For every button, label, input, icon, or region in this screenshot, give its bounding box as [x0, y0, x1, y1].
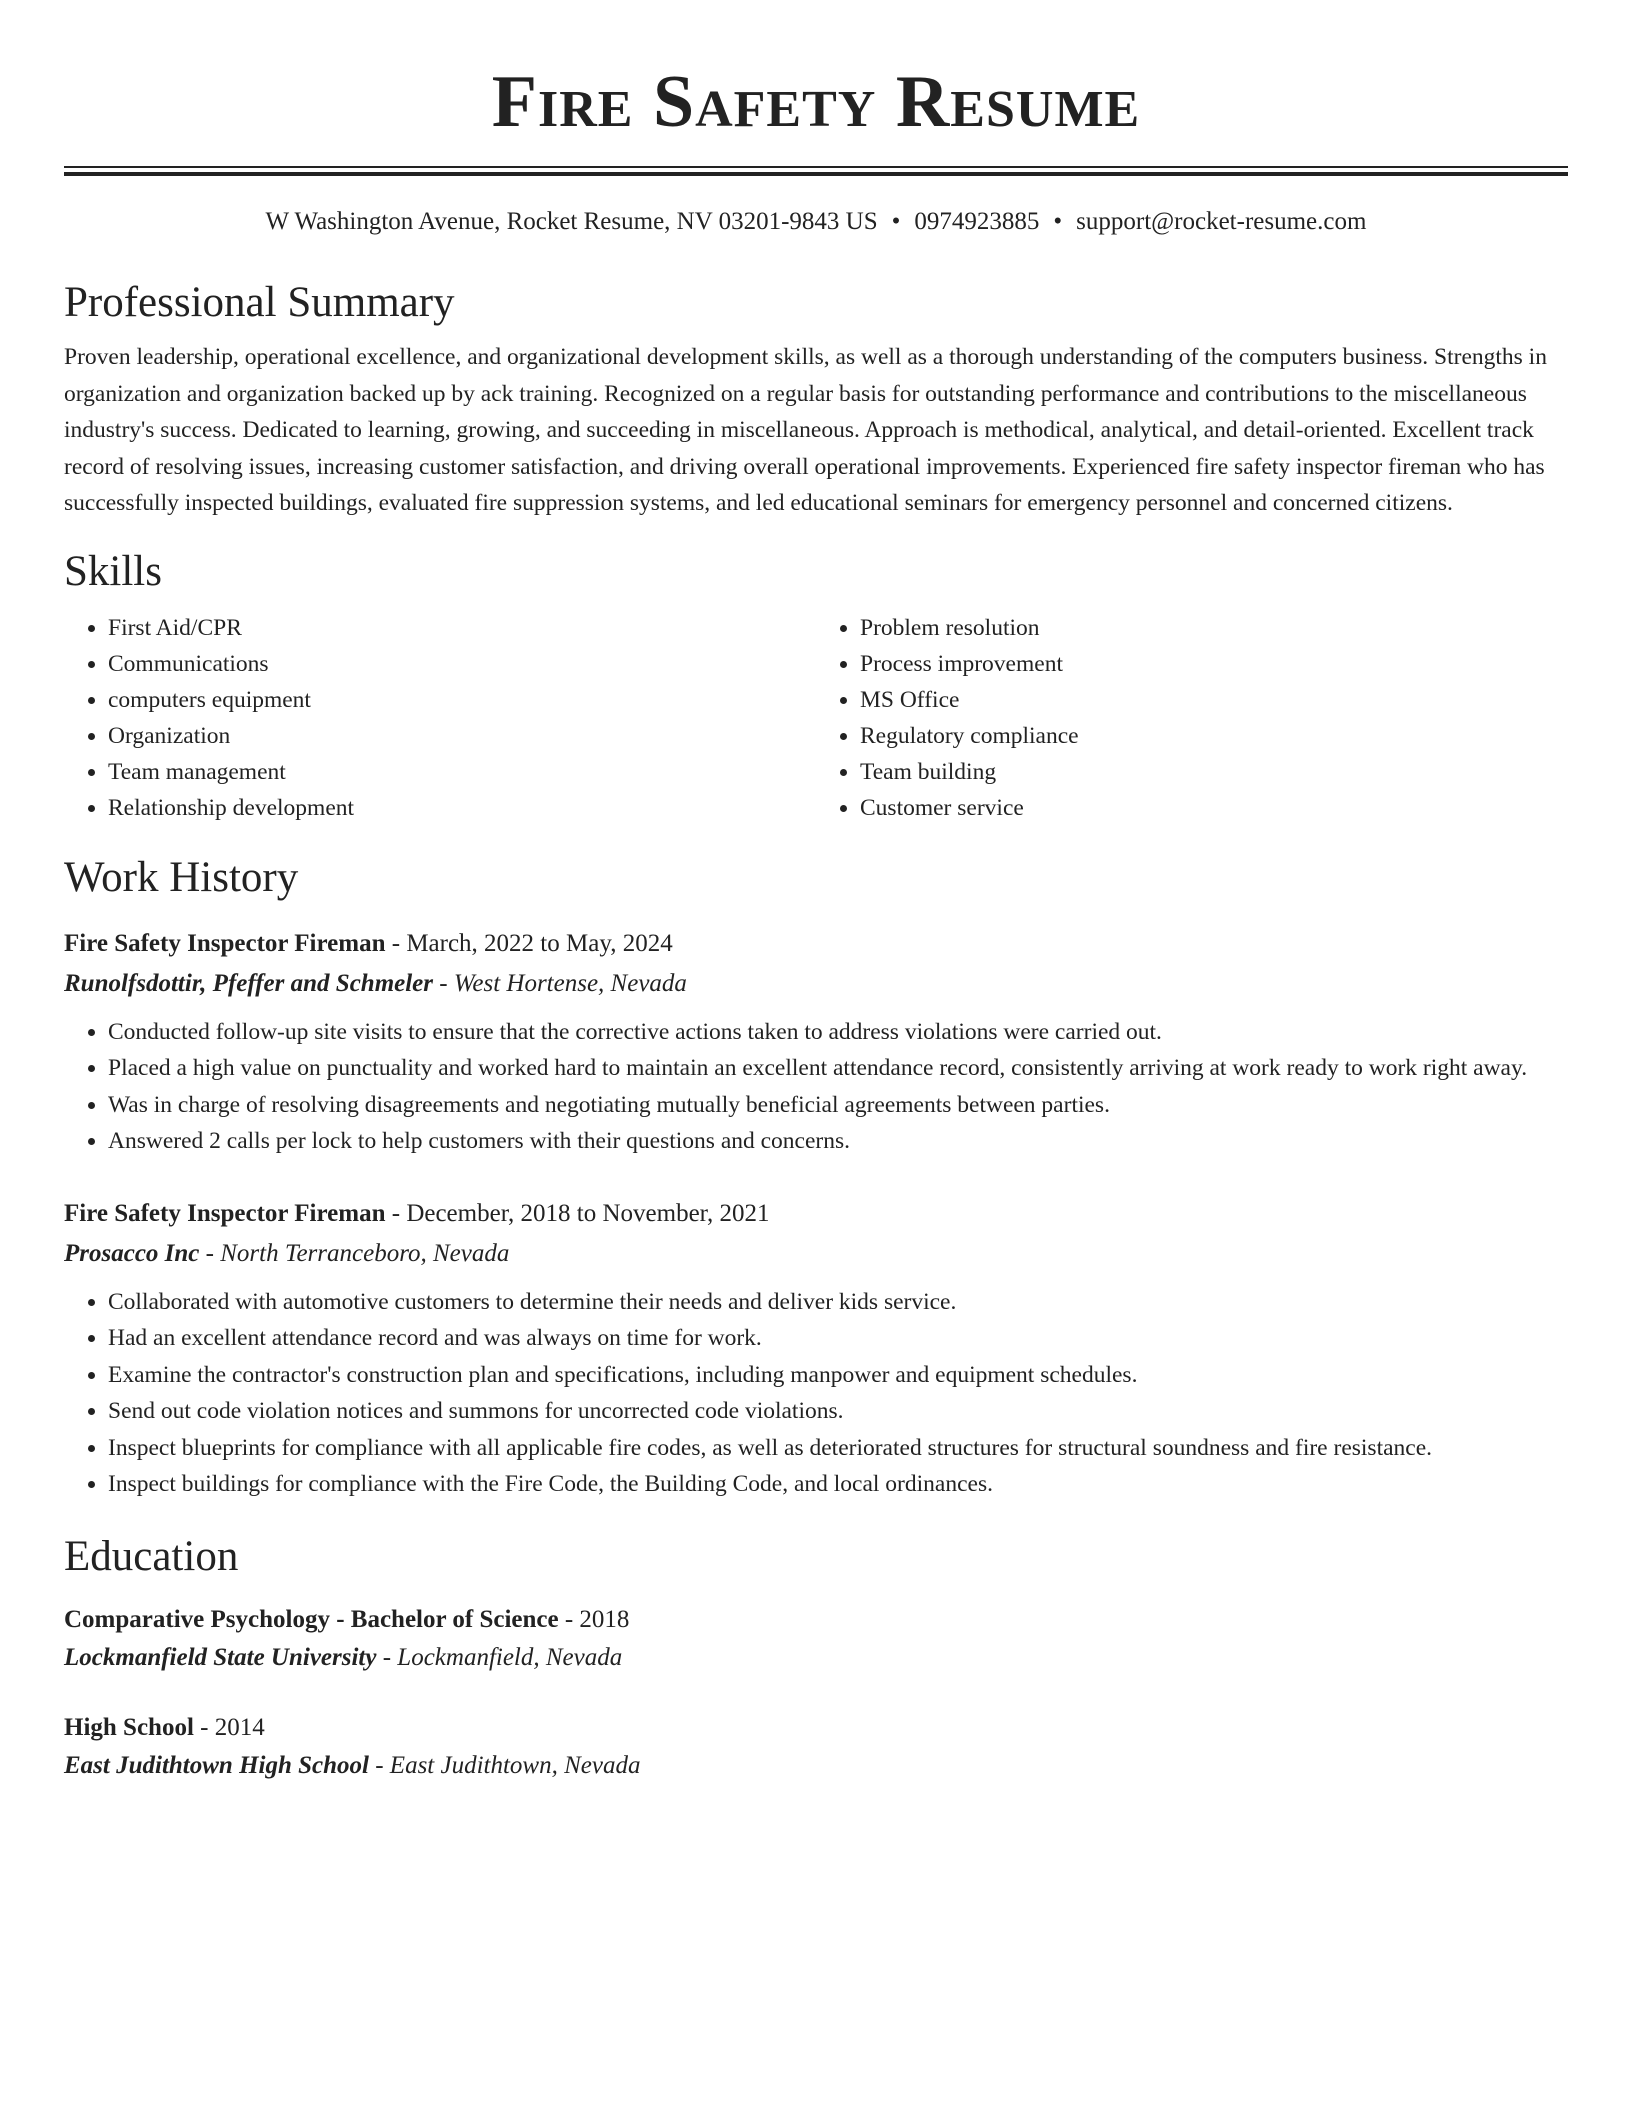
skills-list-right	[816, 610, 1568, 826]
education-dash: -	[193, 1713, 215, 1741]
job-dash: -	[433, 969, 454, 997]
skill-item: • Process improvement	[860, 646, 1568, 682]
summary-heading: Professional Summary	[64, 279, 455, 326]
skill-item: • Customer service	[860, 790, 1568, 826]
job-dash: -	[385, 1199, 407, 1227]
contact-line	[64, 205, 1568, 239]
job-company-line	[64, 1234, 1568, 1274]
title-divider	[64, 166, 1568, 176]
skill-item: • computers equipment	[108, 682, 816, 718]
education-school-line	[64, 1747, 1568, 1785]
skill-item: • Organization	[108, 718, 816, 754]
skill-item: • Communications	[108, 646, 816, 682]
education-year: 2018	[579, 1605, 630, 1633]
job-title-line	[64, 1194, 1568, 1234]
job-duty: • Collaborated with automotive customers to determine their needs and deliver kids service.	[108, 1284, 1568, 1321]
skills-columns	[64, 610, 1568, 826]
education-dash: -	[558, 1605, 580, 1633]
job-entry	[64, 1194, 1568, 1503]
job-duty: • Had an excellent attendance record and was always on time for work.	[108, 1320, 1568, 1357]
education-school-line	[64, 1639, 1568, 1677]
education-school: East Judithtown High School	[64, 1751, 369, 1779]
education-entry	[64, 1709, 1568, 1785]
job-duty: • Conducted follow-up site visits to ensure that the corrective actions taken to address violations were carried out.	[108, 1014, 1568, 1051]
job-duty: • Inspect buildings for compliance with the Fire Code, the Building Code, and local ordinances.	[108, 1466, 1568, 1503]
contact-phone: 0974923885	[914, 208, 1040, 235]
job-duty: • Was in charge of resolving disagreements and negotiating mutually beneficial agreements between parties.	[108, 1087, 1568, 1124]
skill-item: • MS Office	[860, 682, 1568, 718]
job-duty: • Examine the contractor's construction plan and specifications, including manpower and equipment schedules.	[108, 1357, 1568, 1394]
job-company: Prosacco Inc	[64, 1239, 200, 1267]
resume-title: Fire Safety Resume	[491, 61, 1141, 143]
education-degree-line	[64, 1709, 1568, 1747]
job-dash: -	[385, 929, 407, 957]
skill-item: • Team management	[108, 754, 816, 790]
job-role: Fire Safety Inspector Fireman	[64, 929, 386, 957]
skill-item: • Regulatory compliance	[860, 718, 1568, 754]
education-location: East Judithtown, Nevada	[389, 1751, 641, 1779]
education-dash: -	[368, 1751, 390, 1779]
job-duty: • Inspect blueprints for compliance with all applicable fire codes, as well as deteriorated structures for structural soundness and fire resistance.	[108, 1430, 1568, 1467]
education-degree: High School	[64, 1713, 194, 1741]
job-location: North Terranceboro, Nevada	[220, 1239, 510, 1267]
job-entry	[64, 924, 1568, 1160]
education-year: 2014	[214, 1713, 265, 1741]
job-dates: March, 2022 to May, 2024	[406, 929, 673, 957]
job-company: Runolfsdottir, Pfeffer and Schmeler	[64, 969, 434, 997]
job-location: West Hortense, Nevada	[453, 969, 687, 997]
job-duty: • Placed a high value on punctuality and worked hard to maintain an excellent attendance record, consistently arriving at work ready to work right away.	[108, 1050, 1568, 1087]
contact-address: W Washington Avenue, Rocket Resume, NV 03201-9843 US	[265, 208, 878, 235]
job-company-line	[64, 964, 1568, 1004]
education-degree-line	[64, 1601, 1568, 1639]
skills-list-left	[64, 610, 816, 826]
contact-email: support@rocket-resume.com	[1076, 208, 1367, 235]
contact-separator: •	[891, 208, 901, 235]
skill-item: • Team building	[860, 754, 1568, 790]
contact-separator: •	[1053, 208, 1063, 235]
education-location: Lockmanfield, Nevada	[397, 1643, 623, 1671]
education-entry	[64, 1601, 1568, 1677]
skill-item: • Relationship development	[108, 790, 816, 826]
education-dash: -	[376, 1643, 398, 1671]
job-title-line	[64, 924, 1568, 964]
education-school: Lockmanfield State University	[64, 1643, 377, 1671]
skill-item: • First Aid/CPR	[108, 610, 816, 646]
job-dates: December, 2018 to November, 2021	[406, 1199, 770, 1227]
job-role: Fire Safety Inspector Fireman	[64, 1199, 386, 1227]
summary-text: Proven leadership, operational excellence, and organizational development skills, as well as a thorough understanding of the computers business. Strengths in organization and organization backed up by ack training. Recognized on a regular basis for outstanding performance and contributions to the miscellaneous industry's success. Dedicated to learning, growing, and succeeding in miscellaneous. Approach is methodical, analytical, and detail-oriented. Excellent track record of resolving issues, increasing customer satisfaction, and driving overall operational improvements. Experienced fire safety inspector fireman who has successfully inspected buildings, evaluated fire suppression systems, and led educational seminars for emergency personnel and concerned citizens.	[64, 344, 1547, 516]
job-duties-list	[64, 1284, 1568, 1503]
education-degree: Comparative Psychology - Bachelor of Science	[64, 1605, 559, 1633]
job-duties-list	[64, 1014, 1568, 1160]
education-heading: Education	[64, 1532, 239, 1580]
job-duty: • Answered 2 calls per lock to help customers with their questions and concerns.	[108, 1123, 1568, 1160]
job-duty: • Send out code violation notices and summons for uncorrected code violations.	[108, 1393, 1568, 1430]
skill-item: • Problem resolution	[860, 610, 1568, 646]
skills-heading: Skills	[64, 547, 162, 595]
job-dash: -	[199, 1239, 221, 1267]
work-history-heading: Work History	[64, 853, 299, 901]
